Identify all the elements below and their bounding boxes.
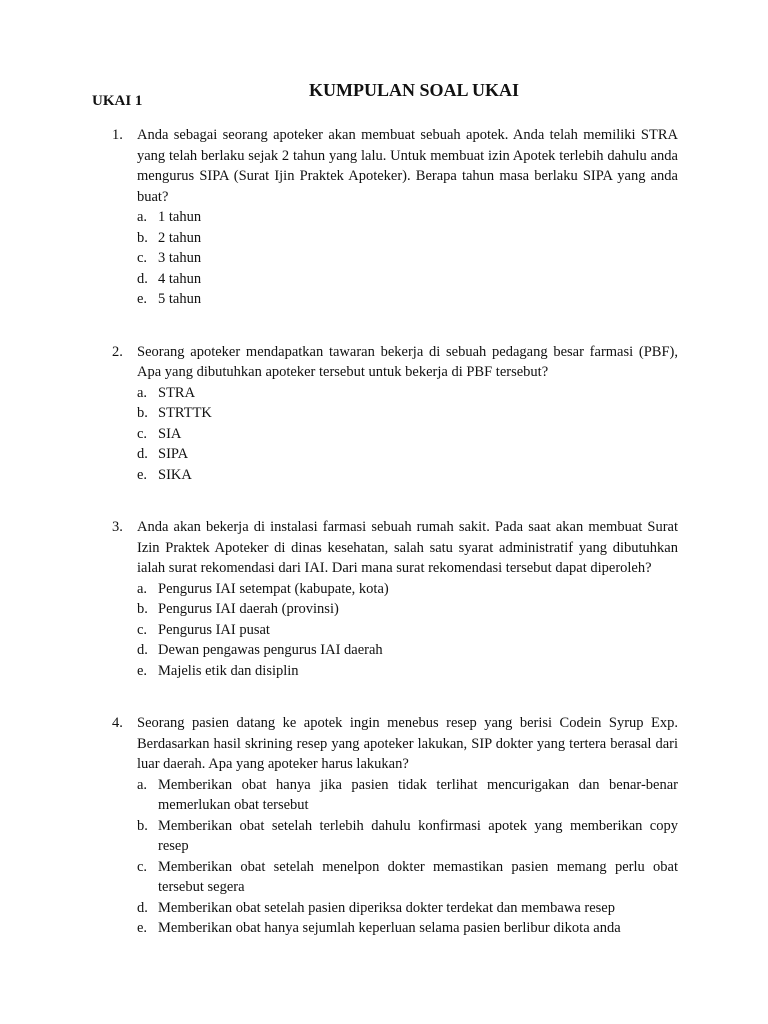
option-letter: b. [137,601,148,617]
option-text: Dewan pengawas pengurus IAI daerah [158,642,383,658]
option-a [137,383,678,404]
option-text: Pengurus IAI setempat (kabupate, kota) [158,580,389,597]
option-text: 5 tahun [158,291,202,307]
option-e [137,465,678,486]
option-letter: e. [137,920,148,936]
option-letter: b. [137,229,148,246]
option-d [137,898,678,919]
option-text: SIPA [158,446,189,462]
option-text: Pengurus IAI pusat [158,621,270,638]
question-body [137,342,678,486]
option-d [137,444,678,465]
option-letter: d. [137,270,148,287]
section-heading: UKAI 1 [92,93,143,109]
option-text: SIKA [158,466,192,483]
option-letter: a. [137,776,148,793]
option-letter: c. [137,621,148,638]
question-body [137,713,678,939]
option-a [137,775,678,816]
option-text: 3 tahun [158,250,202,266]
option-e [137,918,678,939]
option-a [137,207,678,228]
option-letter: a. [137,580,148,597]
question-text: Anda sebagai seorang apoteker akan membuat sebuah apotek. Anda telah memiliki STRA yang telah berlaku sejak 2 tahun yang lalu. Untuk membuat izin Apotek terlebih dahulu anda mengurus SIPA (Surat Ijin Praktek Apoteker). Berapa tahun masa berlaku SIPA yang anda buat? [137,127,678,205]
option-letter: c. [137,858,148,875]
option-c [137,424,678,445]
option-text: STRTTK [158,405,212,421]
option-text: SIA [158,425,182,442]
option-letter: a. [137,209,148,225]
option-text: Memberikan obat hanya sejumlah keperluan selama pasien berlibur dikota anda [158,920,621,936]
option-letter: d. [137,899,148,916]
question-2 [112,342,678,486]
option-list [137,775,678,939]
question-body [137,517,678,681]
option-list [137,579,678,682]
option-b [137,599,678,620]
option-letter: d. [137,642,148,658]
option-c [137,620,678,641]
question-number: 3. [112,519,123,535]
option-letter: e. [137,662,148,679]
question-body [137,125,678,310]
option-b [137,228,678,249]
option-letter: e. [137,291,148,307]
question-text: Seorang apoteker mendapatkan tawaran bekerja di sebuah pedagang besar farmasi (PBF), Apa yang dibutuhkan apoteker tersebut untuk bekerja di PBF tersebut? [137,343,678,380]
option-letter: d. [137,446,148,462]
option-c [137,248,678,269]
option-e [137,661,678,682]
option-text: 2 tahun [158,229,202,246]
option-letter: a. [137,384,148,401]
option-text: Pengurus IAI daerah (provinsi) [158,601,339,617]
question-number: 4. [112,715,123,731]
option-text: Memberikan obat setelah menelpon dokter memastikan pasien memang perlu obat tersebut segera [158,858,678,895]
question-text: Anda akan bekerja di instalasi farmasi sebuah rumah sakit. Pada saat akan membuat Surat Izin Praktek Apoteker di dinas kesehatan, salah satu syarat administratif yang dibutuhkan ialah surat rekomendasi dari IAI. Dari mana surat rekomendasi tersebut dapat diperoleh? [137,519,678,576]
option-text: 4 tahun [158,270,202,287]
question-1 [112,125,678,310]
option-text: Majelis etik dan disiplin [158,662,299,679]
option-letter: b. [137,817,148,834]
option-c [137,857,678,898]
option-text: Memberikan obat setelah terlebih dahulu konfirmasi apotek yang memberikan copy resep [158,817,678,854]
option-letter: e. [137,466,148,483]
option-e [137,289,678,310]
option-list [137,207,678,310]
option-text: STRA [158,384,196,401]
question-text: Seorang pasien datang ke apotek ingin menebus resep yang berisi Codein Syrup Exp. Berdasarkan hasil skrining resep yang apoteker lakukan, SIP dokter yang tertera berasal dari luar daerah. Apa yang apoteker harus lakukan? [137,715,678,772]
option-text: Memberikan obat hanya jika pasien tidak terlihat mencurigakan dan benar-benar memerlukan obat tersebut [158,776,678,813]
option-text: Memberikan obat setelah pasien diperiksa dokter terdekat dan membawa resep [158,899,615,916]
option-b [137,403,678,424]
question-number: 1. [112,127,123,143]
option-letter: c. [137,425,148,442]
option-letter: c. [137,250,148,266]
option-a [137,579,678,600]
option-d [137,640,678,661]
option-d [137,269,678,290]
question-4 [112,713,678,939]
question-list [112,125,678,971]
option-letter: b. [137,405,148,421]
option-text: 1 tahun [158,209,202,225]
document-title: KUMPULAN SOAL UKAI [308,80,519,100]
question-number: 2. [112,343,123,360]
question-3 [112,517,678,681]
option-list [137,383,678,486]
option-b [137,816,678,857]
